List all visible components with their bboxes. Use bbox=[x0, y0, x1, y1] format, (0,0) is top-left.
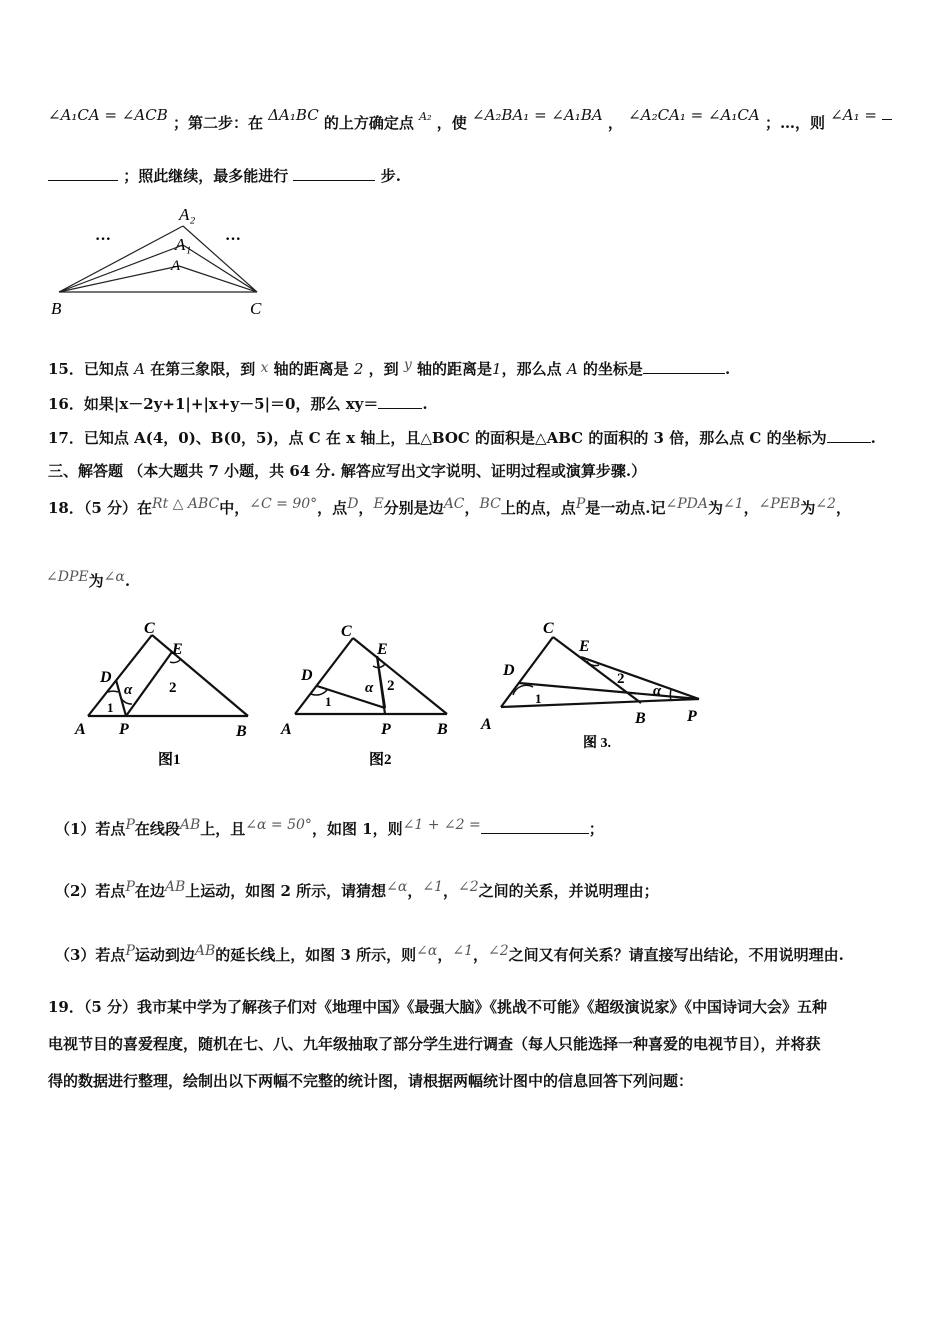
q15-point-a2: A bbox=[566, 360, 578, 378]
fig1-alpha: α bbox=[124, 682, 133, 698]
q18-t7: 是一动点.记 bbox=[585, 499, 666, 517]
fig1-a: A bbox=[75, 721, 86, 738]
q15-d2: 1 bbox=[492, 360, 502, 378]
fig2-p: P bbox=[381, 721, 391, 738]
q16 bbox=[48, 393, 428, 414]
q14-label-b: B bbox=[51, 299, 62, 318]
q18-part2 bbox=[55, 880, 659, 901]
q19-line3 bbox=[48, 1070, 693, 1091]
q18-p1-t4: ，如图 1，则 bbox=[311, 820, 403, 838]
q18-l2-m1: ∠DPE bbox=[46, 569, 89, 585]
q18-p3-t4: ， bbox=[437, 946, 453, 964]
q18-p2-m5: ∠2 bbox=[458, 879, 479, 895]
fig3-c: C bbox=[543, 620, 554, 637]
q19-line2 bbox=[48, 1033, 821, 1054]
q15-blank bbox=[643, 359, 725, 374]
q14-label-a1: A₁ bbox=[175, 235, 192, 254]
q18-p3-m2: AB bbox=[194, 943, 216, 959]
q18-p2-t4: ， bbox=[407, 882, 423, 900]
fig2-e: E bbox=[377, 641, 388, 658]
q18-p2-t6: 之间的关系，并说明理由； bbox=[478, 882, 659, 900]
q18-l2-t1: 为 bbox=[88, 572, 104, 590]
q18-m5: AC bbox=[443, 496, 465, 512]
fig2-d: D bbox=[301, 667, 313, 684]
q14-dots-left: ··· bbox=[95, 231, 112, 248]
fig3-a: A bbox=[481, 716, 492, 733]
q14-math-6: ∠A₁ = bbox=[830, 106, 877, 124]
q18-t10: 为 bbox=[800, 499, 816, 517]
q18-figure-2 bbox=[275, 618, 470, 768]
q14-figure bbox=[45, 200, 285, 325]
q18-p2-t2: 在边 bbox=[134, 882, 165, 900]
q18-t11: ， bbox=[835, 499, 851, 517]
q18-t9: ， bbox=[743, 499, 759, 517]
q18-p2-m3: ∠α bbox=[386, 879, 408, 895]
q14-text-4: ， bbox=[607, 114, 623, 132]
fig2-b: B bbox=[437, 721, 448, 738]
q14-label-c: C bbox=[250, 299, 262, 318]
q18-p1-m1: P bbox=[125, 817, 135, 833]
q16-end: . bbox=[422, 395, 428, 413]
q18-part1 bbox=[55, 818, 604, 839]
q18-p3-t2: 运动到边 bbox=[134, 946, 195, 964]
q14-math-3: A₂ bbox=[419, 110, 432, 123]
q18-p2-m1: P bbox=[125, 879, 135, 895]
fig2-a: A bbox=[281, 721, 292, 738]
q18-p1-m4: ∠1 + ∠2 = bbox=[402, 817, 481, 833]
q18-figure-1 bbox=[72, 618, 267, 768]
q15-x: x bbox=[260, 360, 269, 376]
q18-p1-blank bbox=[481, 819, 589, 834]
q18-p3-m4: ∠1 bbox=[452, 943, 474, 959]
fig3-two: 2 bbox=[617, 671, 625, 687]
q18-t8: 为 bbox=[707, 499, 723, 517]
q15 bbox=[48, 358, 730, 379]
fig1-b: B bbox=[236, 723, 247, 740]
q14-dots-right: ··· bbox=[225, 231, 242, 248]
fig1-one: 1 bbox=[107, 700, 114, 715]
q14-blank-2 bbox=[293, 166, 375, 181]
q14-blank-0 bbox=[882, 105, 892, 120]
q14-text-1: ；第二步：在 bbox=[172, 114, 263, 132]
q18-t6: 上的点，点 bbox=[500, 499, 576, 517]
fig3-one: 1 bbox=[535, 691, 542, 706]
q18-p1-t3: 上，且 bbox=[200, 820, 246, 838]
q18-l2-t2: . bbox=[124, 572, 131, 590]
q19-text-1: 19．（5 分）我市某中学为了解孩子们对《地理中国》《最强大脑》《挑战不可能》《超级演说家》《中国诗词大会》五种 bbox=[48, 998, 828, 1016]
q18-t4: 分别是边 bbox=[383, 499, 444, 517]
q15-y: y bbox=[403, 357, 412, 373]
q18-p1-m2: AB bbox=[179, 817, 201, 833]
q14-label-a: A bbox=[171, 258, 181, 274]
q14-text-3: ，使 bbox=[436, 114, 467, 132]
fig3-alpha: α bbox=[653, 683, 662, 699]
fig2-one: 1 bbox=[325, 694, 332, 709]
q14-text-5: ；…，则 bbox=[764, 114, 825, 132]
q15-num: 15． bbox=[48, 360, 84, 378]
q18-t1: 中， bbox=[219, 499, 250, 517]
q18-p3-t6: 之间又有何关系？请直接写出结论，不用说明理由. bbox=[508, 946, 844, 964]
q18-p2-t1: （2）若点 bbox=[55, 882, 126, 900]
q14-blank-1 bbox=[48, 166, 118, 181]
q14-math-2: ΔA₁BC bbox=[268, 106, 319, 124]
fig2-caption: 图2 bbox=[369, 752, 392, 768]
q17-text: 17．已知点 A(4，0)、B(0，5)，点 C 在 x 轴上，且△BOC 的面积是△ABC 的面积的 3 倍，那么点 C 的坐标为 bbox=[48, 429, 827, 447]
q18-line2 bbox=[46, 570, 130, 591]
fig1-two: 2 bbox=[169, 680, 177, 696]
q14-line1 bbox=[48, 104, 892, 132]
q18-p3-m3: ∠α bbox=[416, 943, 438, 959]
q19-text-3: 得的数据进行整理，绘制出以下两幅不完整的统计图，请根据两幅统计图中的信息回答下列问题： bbox=[48, 1072, 694, 1090]
q18-m10: ∠PEB bbox=[758, 496, 801, 512]
fig2-two: 2 bbox=[387, 678, 395, 694]
q18-m6: BC bbox=[479, 496, 501, 512]
q18-p2-m2: AB bbox=[164, 879, 186, 895]
q17 bbox=[48, 427, 876, 448]
q18-part3 bbox=[55, 944, 844, 965]
q15-d1: 2 bbox=[353, 360, 364, 378]
q18-p1-t1: （1）若点 bbox=[55, 820, 126, 838]
q14-text-7: 步. bbox=[380, 167, 401, 185]
section3-text: 三、解答题 （本大题共 7 小题，共 64 分. 解答应写出文字说明、证明过程或演算步骤.） bbox=[48, 462, 647, 480]
q18-p2-t5: ， bbox=[443, 882, 459, 900]
q18-p3-t1: （3）若点 bbox=[55, 946, 126, 964]
q14-label-a2: A₂ bbox=[179, 205, 196, 224]
q16-text: 16．如果|x－2y+1|+|x+y－5|＝0，那么 xy＝ bbox=[48, 395, 379, 413]
q14-line2 bbox=[48, 165, 401, 186]
fig3-caption: 图 3. bbox=[583, 736, 611, 751]
q18-m8: ∠PDA bbox=[665, 496, 708, 512]
q15-text-6: ，那么点 bbox=[501, 360, 562, 378]
q19-line1 bbox=[48, 996, 827, 1017]
fig3-p: P bbox=[687, 708, 697, 725]
q14-text-2: 的上方确定点 bbox=[323, 114, 414, 132]
q18-p1-t2: 在线段 bbox=[134, 820, 180, 838]
fig1-p: P bbox=[119, 721, 129, 738]
q18-m1: Rt △ ABC bbox=[152, 496, 220, 512]
q18-l2-m2: ∠α bbox=[103, 569, 125, 585]
q18-line1 bbox=[48, 497, 851, 518]
fig2-alpha: α bbox=[365, 680, 374, 696]
q18-t2: ，点 bbox=[317, 499, 348, 517]
q15-text-4: ，到 bbox=[368, 360, 399, 378]
q15-text-1: 已知点 bbox=[83, 360, 129, 378]
q18-m3: D bbox=[347, 496, 359, 512]
q18-m11: ∠2 bbox=[815, 496, 836, 512]
q15-text-5: 轴的距离是 bbox=[417, 360, 493, 378]
q18-p3-t3: 的延长线上，如图 3 所示，则 bbox=[215, 946, 417, 964]
q18-p2-m4: ∠1 bbox=[422, 879, 444, 895]
q14-math-4: ∠A₂BA₁ = ∠A₁BA bbox=[472, 106, 603, 124]
fig3-b: B bbox=[635, 710, 646, 727]
q18-figure-3 bbox=[475, 615, 720, 765]
q18-m9: ∠1 bbox=[722, 496, 744, 512]
q18-p1-m3: ∠α = 50° bbox=[245, 817, 312, 833]
q16-blank bbox=[378, 394, 422, 409]
q14-math-5: ∠A₂CA₁ = ∠A₁CA bbox=[628, 106, 760, 124]
fig3-d: D bbox=[503, 662, 515, 679]
q18-t5: ， bbox=[464, 499, 480, 517]
fig1-e: E bbox=[172, 641, 183, 658]
section3-heading bbox=[48, 460, 646, 481]
q18-p3-m1: P bbox=[125, 943, 135, 959]
q14-text-6: ；照此继续，最多能进行 bbox=[123, 167, 289, 185]
fig1-d: D bbox=[100, 669, 112, 686]
q18-num: 18．（5 分）在 bbox=[48, 499, 153, 517]
fig1-caption: 图1 bbox=[158, 752, 181, 768]
q18-p3-t5: ， bbox=[473, 946, 489, 964]
q18-p1-end: ； bbox=[588, 820, 604, 838]
q18-m7: P bbox=[575, 496, 586, 512]
q15-text-7: 的坐标是 bbox=[582, 360, 643, 378]
q18-m4: E bbox=[373, 496, 384, 512]
q18-p3-m5: ∠2 bbox=[488, 943, 509, 959]
q14-math-1: ∠A₁CA = ∠ACB bbox=[48, 106, 168, 124]
fig2-c: C bbox=[341, 623, 352, 640]
fig3-e: E bbox=[579, 638, 590, 655]
q15-text-3: 轴的距离是 bbox=[273, 360, 349, 378]
q15-end: . bbox=[724, 360, 731, 378]
q17-end: . bbox=[870, 429, 876, 447]
q18-p2-t3: 上运动，如图 2 所示，请猜想 bbox=[185, 882, 387, 900]
q17-blank bbox=[827, 428, 871, 443]
q18-m2: ∠C = 90° bbox=[249, 496, 318, 512]
fig1-c: C bbox=[144, 620, 155, 637]
q15-text-2: 在第三象限，到 bbox=[150, 360, 256, 378]
q18-t3: ， bbox=[358, 499, 374, 517]
q19-text-2: 电视节目的喜爱程度，随机在七、八、九年级抽取了部分学生进行调查（每人只能选择一种喜爱的电视节目），并将获 bbox=[48, 1035, 821, 1053]
q15-point-a: A bbox=[134, 360, 145, 378]
